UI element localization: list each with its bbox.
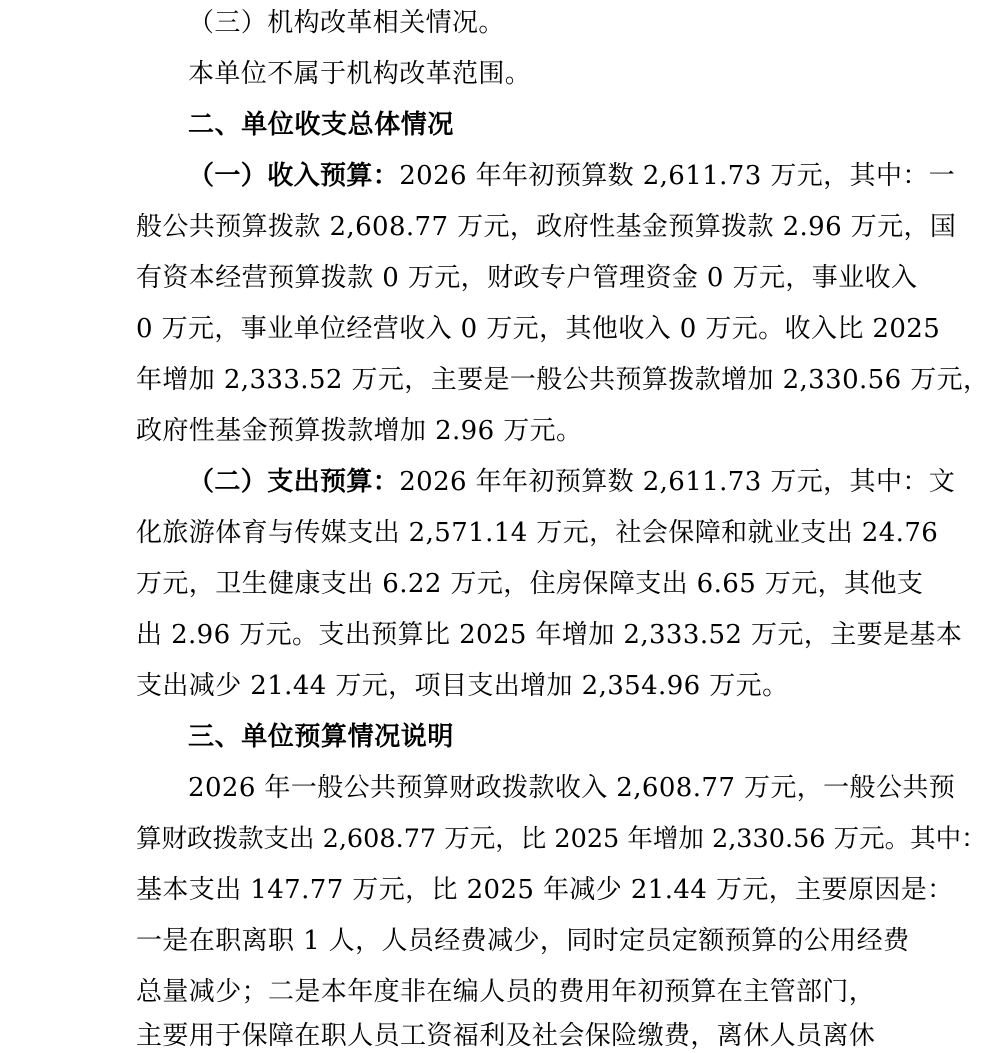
expense-budget-label: （二）支出预算： [188,467,400,497]
paragraph-line: 主要用于保障在职人员工资福利及社会保险缴费，离休人员离休 [136,1021,876,1051]
paragraph-line: 万元，卫生健康支出 6.22 万元，住房保障支出 6.65 万元，其他支 [136,569,924,599]
paragraph-line: 般公共预算拨款 2,608.77 万元，政府性基金预算拨款 2.96 万元，国 [136,212,957,242]
paragraph-line: 年增加 2,333.52 万元，主要是一般公共预算拨款增加 2,330.56 万元， [136,365,990,395]
section-subheading-institutional-reform: （三）机构改革相关情况。 [188,8,505,38]
paragraph-line: 政府性基金预算拨款增加 2.96 万元。 [136,416,583,446]
paragraph-line: 一是在职离职 1 人，人员经费减少，同时定员定额预算的公用经费 [136,926,910,956]
heading-overall-income-expenditure: 二、单位收支总体情况 [188,110,455,140]
heading-budget-explanation: 三、单位预算情况说明 [188,722,455,752]
paragraph-income-budget-line [188,159,955,193]
expense-budget-text: 2026 年年初预算数 2,611.73 万元，其中：文 [399,467,956,497]
income-budget-label: （一）收入预算： [188,161,400,191]
paragraph-line: 2026 年一般公共预算财政拨款收入 2,608.77 万元，一般公共预 [188,773,956,803]
paragraph-line: 支出减少 21.44 万元，项目支出增加 2,354.96 万元。 [136,671,789,701]
paragraph-line: 化旅游体育与传媒支出 2,571.14 万元，社会保障和就业支出 24.76 [136,518,939,548]
paragraph-institutional-reform: 本单位不属于机构改革范围。 [188,59,532,89]
paragraph-line: 有资本经营预算拨款 0 万元，财政专户管理资金 0 万元，事业收入 [136,263,918,293]
income-budget-text: 2026 年年初预算数 2,611.73 万元，其中：一 [399,161,956,191]
paragraph-line: 0 万元，事业单位经营收入 0 万元，其他收入 0 万元。收入比 2025 [136,314,941,344]
paragraph-line: 出 2.96 万元。支出预算比 2025 年增加 2,333.52 万元，主要是基本 [136,620,963,650]
paragraph-expense-budget-line [188,465,955,499]
paragraph-line: 总量减少；二是本年度非在编人员的费用年初预算在主管部门， [136,977,876,1007]
paragraph-line: 基本支出 147.77 万元，比 2025 年减少 21.44 万元，主要原因是： [136,875,954,905]
paragraph-line: 算财政拨款支出 2,608.77 万元，比 2025 年增加 2,330.56 万元。其中： [136,824,987,854]
